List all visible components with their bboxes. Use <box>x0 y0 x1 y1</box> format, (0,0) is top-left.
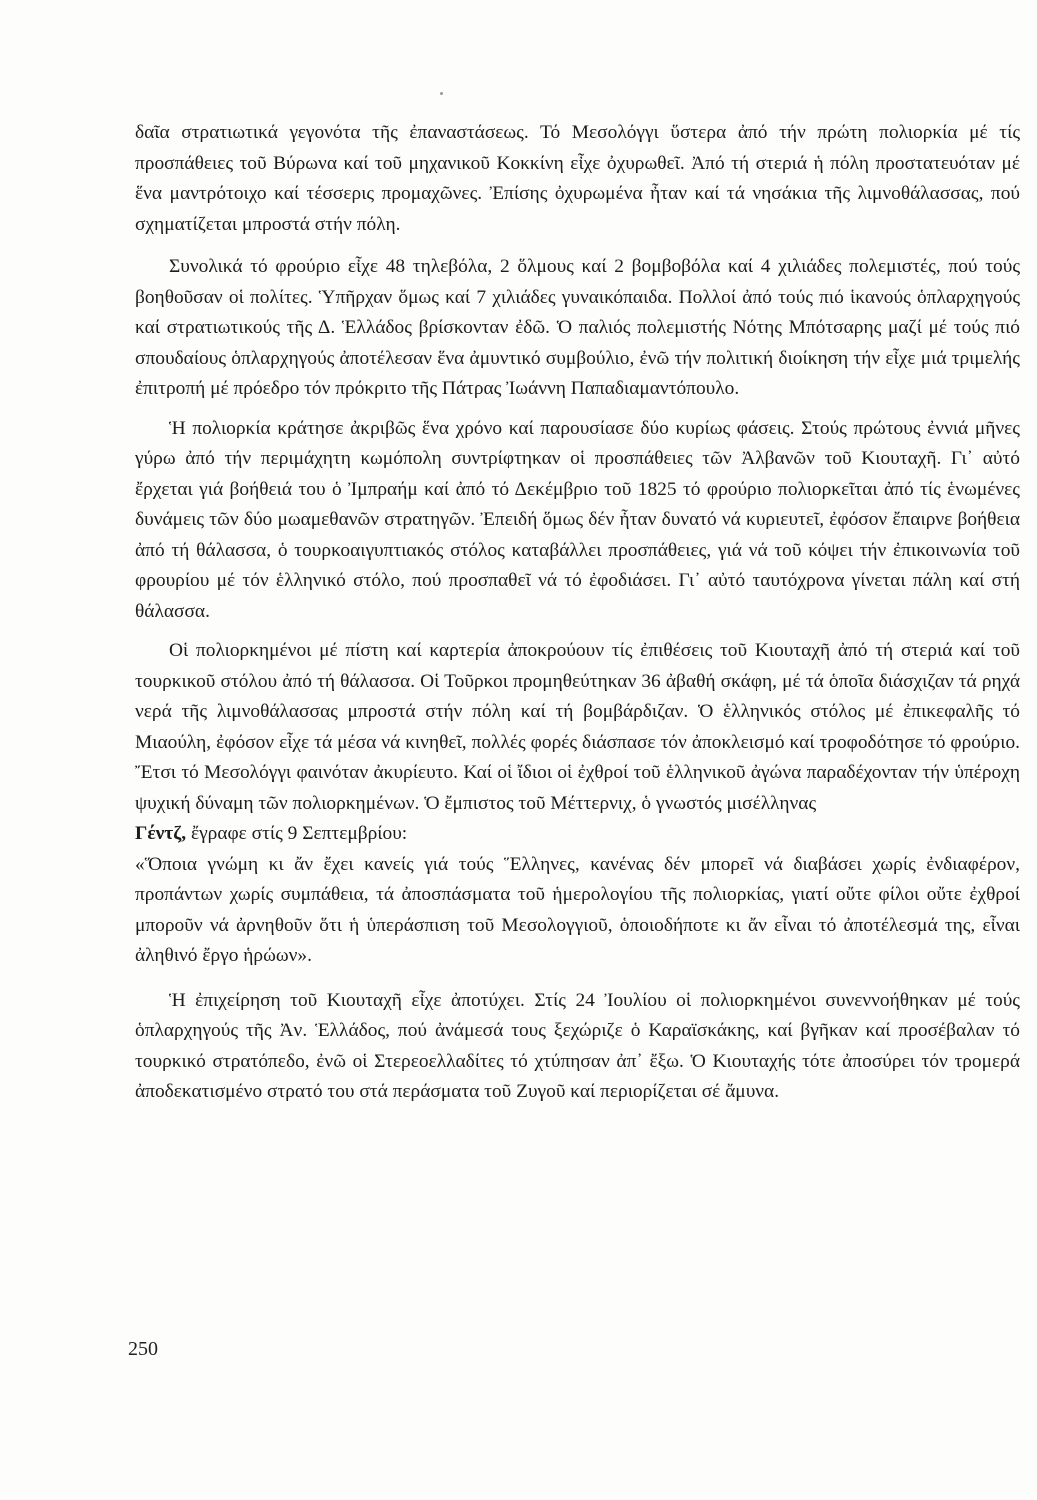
gentz-name: Γέντζ, <box>135 823 187 844</box>
paragraph-2: Συνολικά τό φρούριο εἶχε 48 τηλεβόλα, 2 ὅλμους καί 2 βομβοβόλα καί 4 χιλιάδες πολεμιστές, πού τούς βοηθοῦσαν οἱ πολίτες. Ὑπῆρχαν ὅμως καί 7 χιλιάδες γυναικόπαιδα. Πολλοί ἀπό τούς πιό ἱκανούς ὁπλαρχηγούς καί στρατιωτικούς τῆς Δ. Ἑλλάδος βρίσκονταν ἐδῶ. Ὁ παλιός πολεμιστής Νότης Μπότσαρης μαζί μέ τούς πιό σπουδαίους ὁπλαρχηγούς ἀποτέλεσαν ἕνα ἀμυντικό συμβούλιο, ἐνῶ τήν πολιτική διοίκηση τήν εἶχε μιά τριμελής ἐπιτροπή μέ πρόεδρο τόν πρόκριτο τῆς Πάτρας Ἰωάννη Παπαδιαμαντόπουλο. <box>135 256 1020 399</box>
paragraph-6: Ἡ ἐπιχείρηση τοῦ Κιουταχῆ εἶχε ἀποτύχει. Στίς 24 Ἰουλίου οἱ πολιορκημένοι συνεννοήθηκαν μέ τούς ὁπλαρχηγούς τῆς Ἀν. Ἑλλάδος, πού ἀνάμεσά τους ξεχώριζε ὁ Καραϊσκάκης, καί βγῆκαν καί προσέβαλαν τό τουρκικό στρατόπεδο, ἐνῶ οἱ Στερεοελλαδίτες τό χτύπησαν ἀπ᾽ ἔξω. Ὁ Κιουταχής τότε ἀποσύρει τόν τρομερά ἀποδεκατισμένο στρατό του στά περάσματα τοῦ Ζυγοῦ καί περιορίζεται σέ ἄμυνα. <box>135 989 1020 1102</box>
paragraph-3: Ἡ πολιορκία κράτησε ἀκριβῶς ἕνα χρόνο καί παρουσίασε δύο κυρίως φάσεις. Στούς πρώτους ἐννιά μῆνες γύρω ἀπό τήν περιμάχητη κωμόπολη συντρίφτηκαν οἱ προσπάθειες τῶν Ἀλβανῶν τοῦ Κιουταχῆ. Γι᾽ αὐτό ἔρχεται γιά βοήθειά του ὁ Ἰμπραήμ καί ἀπό τό Δεκέμβριο τοῦ 1825 τό φρούριο πολιορκεῖται ἀπό τίς ἑνωμένες δυνάμεις τῶν δύο μωαμεθανῶν στρατηγῶν. Ἐπειδή ὅμως δέν ἦταν δυνατό νά κυριευτεῖ, ἐφόσον ἔπαιρνε βοήθεια ἀπό τή θάλασσα, ὁ τουρκοαιγυπτιακός στόλος καταβάλλει προσπάθειες, γιά νά τοῦ κόψει τήν ἐπικοινωνία τοῦ φρουρίου μέ τόν ἑλληνικό στόλο, πού προσπαθεῖ νά τό ἐφοδιάσει. Γι᾽ αὐτό ταυτόχρονα γίνεται πάλη καί στή θάλασσα. <box>135 417 1020 622</box>
body-text <box>135 118 1020 1117</box>
quotation: «Ὅποια γνώμη κι ἄν ἔχει κανείς γιά τούς Ἕλληνες, κανένας δέν μπορεῖ νά διαβάσει χωρίς ἐνδιαφέρον, προπάντων χωρίς συμπάθεια, τά ἀποσπάσματα τοῦ ἡμερολογίου τῆς πολιορκίας, γιατί οὔτε φίλοι οὔτε ἐχθροί μποροῦν νά ἀρνηθοῦν ὅτι ἡ ὑπεράσπιση τοῦ Μεσολογγιοῦ, ὁποιοδήποτε κι ἄν εἶναι τό ἀποτέλεσμά της, εἶναι ἀληθινό ἔργο ἡρώων». <box>135 853 1020 966</box>
stray-mark <box>440 92 443 95</box>
page-number: 250 <box>128 1338 158 1360</box>
gentz-line <box>135 819 1020 850</box>
paragraph-1: δαῖα στρατιωτικά γεγονότα τῆς ἐπαναστάσεως. Τό Μεσολόγγι ὕστερα ἀπό τήν πρώτη πολιορκία μέ τίς προσπάθειες τοῦ Βύρωνα καί τοῦ μηχανικοῦ Κοκκίνη εἶχε ὀχυρωθεῖ. Ἀπό τή στεριά ἡ πόλη προστατευόταν μέ ἕνα μαντρότοιχο καί τέσσερις προμαχῶνες. Ἐπίσης ὀχυρωμένα ἦταν καί τά νησάκια τῆς λιμνοθάλασσας, πού σχηματίζεται μπροστά στήν πόλη. <box>135 122 1020 235</box>
paragraph-4: Οἱ πολιορκημένοι μέ πίστη καί καρτερία ἀποκρούουν τίς ἐπιθέσεις τοῦ Κιουταχῆ ἀπό τή στεριά καί τοῦ τουρκικοῦ στόλου ἀπό τή θάλασσα. Οἱ Τοῦρκοι προμηθεύτηκαν 36 ἀβαθή σκάφη, μέ τά ὁποῖα διάσχιζαν τά ρηχά νερά τῆς λιμνοθάλασσας μπροστά στήν πόλη καί τή βομβάρδιζαν. Ὁ ἑλληνικός στόλος μέ ἐπικεφαλῆς τό Μιαούλη, ἐφόσον εἶχε τά μέσα νά κινηθεῖ, πολλές φορές διάσπασε τόν ἀποκλεισμό καί τροφοδότησε τό φρούριο. Ἔτσι τό Μεσολόγγι φαινόταν ἀκυρίευτο. Καί οἱ ἴδιοι οἱ ἐχθροί τοῦ ἑλληνικοῦ ἀγώνα παραδέχονταν τήν ὑπέροχη ψυχική δύναμη τῶν πολιορκημένων. Ὁ ἔμπιστος τοῦ Μέττερνιχ, ὁ γνωστός μισέλληνας <box>135 640 1020 814</box>
gentz-intro: ἔγραφε στίς 9 Σεπτεμβρίου: <box>186 823 408 844</box>
